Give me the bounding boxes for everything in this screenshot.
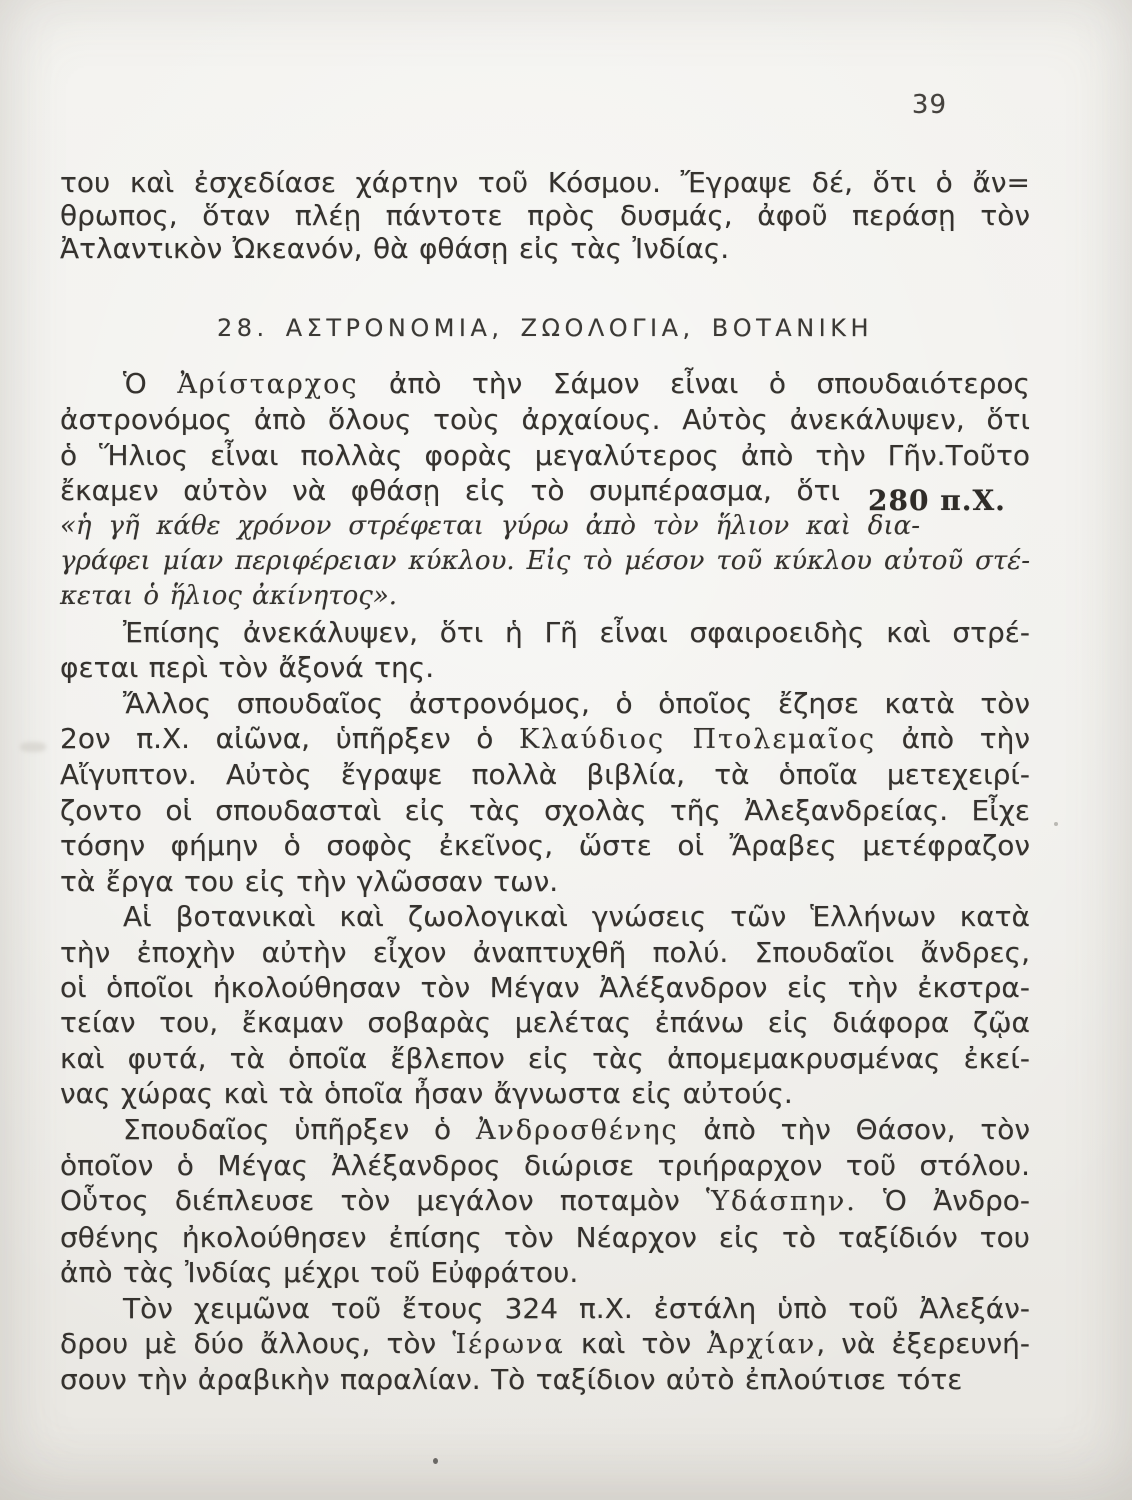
text-line: δρου μὲ δύο ἄλλους, τὸν Ἱέρωνα καὶ τὸν Ἀρχίαν, νὰ ἐξερευνή-	[60, 1326, 1031, 1360]
section-heading: 28. ΑΣΤΡΟΝΟΜΙΑ, ΖΩΟΛΟΓΙΑ, ΒΟΤΑΝΙΚΗ	[216, 314, 874, 342]
emphasized-name: Ἀνδροσθένης	[475, 1114, 679, 1146]
scan-speck	[433, 1458, 438, 1464]
scan-speck	[1054, 822, 1058, 826]
text-line: φεται περὶ τὸν ἄξονά της.	[60, 651, 435, 685]
emphasized-name: Ἀρίσταρχος	[177, 369, 359, 400]
text-line: ἔκαμεν αὐτὸν νὰ φθάσῃ εἰς τὸ συμπέρασμα, ὅτι	[60, 474, 840, 508]
text-line: νας χώρας καὶ τὰ ὁποῖα ἦσαν ἄγνωστα εἰς αὐτούς.	[60, 1077, 793, 1111]
text-line: Αἴγυπτον. Αὐτὸς ἔγραψε πολλὰ βιβλία, τὰ ὁποῖα μετεχειρί-	[60, 758, 1030, 792]
date-margin-note: 280 π.Χ.	[868, 484, 1006, 517]
emphasized-name: Ὑδάσπην.	[706, 1186, 857, 1218]
text-line: Ὁ Ἀρίσταρχος ἀπὸ τὴν Σάμον εἶναι ὁ σπουδαιότερος	[123, 367, 1030, 400]
text-line: σθένης ἠκολούθησεν ἐπίσης τὸν Νέαρχον εἰς τὸ ταξίδιόν του	[60, 1220, 1030, 1254]
text-line: «ἡ γῆ κάθε χρόνον στρέφεται γύρω ἀπὸ τὸν ἥλιον καὶ δια-	[60, 510, 920, 541]
text-line: τὴν ἐποχὴν αὐτὴν εἶχον ἀναπτυχθῆ πολύ. Σπουδαῖοι ἄνδρες,	[60, 935, 1030, 969]
text-line: Τὸν χειμῶνα τοῦ ἔτους 324 π.Χ. ἐστάλη ὑπὸ τοῦ Ἀλεξάν-	[123, 1291, 1030, 1325]
intro-paragraph	[60, 166, 1030, 265]
body-text	[60, 366, 1030, 1398]
text-line: Σπουδαῖος ὑπῆρξεν ὁ Ἀνδροσθένης ἀπὸ τὴν Θάσον, τὸν	[123, 1112, 1030, 1146]
page-number: 39	[911, 90, 947, 120]
text-line: Οὗτος διέπλευσε τὸν μεγάλον ποταμὸν Ὑδάσπην. Ὁ Ἀνδρο-	[60, 1184, 1031, 1218]
text-line: ὁ Ἥλιος εἶναι πολλὰς φορὰς μεγαλύτερος ἀπὸ τὴν Γῆν.Τοῦτο	[60, 438, 1030, 472]
text-line: τείαν του, ἔκαμαν σοβαρὰς μελέτας ἐπάνω εἰς διάφορα ζῷα	[60, 1006, 1030, 1040]
text-line: ζοντο οἱ σπουδασταὶ εἰς τὰς σχολὰς τῆς Ἀλεξανδρείας. Εἶχε	[60, 793, 1030, 827]
text-line: καὶ φυτά, τὰ ὁποῖα ἔβλεπον εἰς τὰς ἀπομεμακρυσμένας ἐκεί-	[60, 1041, 1030, 1075]
text-line: θρωπος, ὅταν πλέῃ πάντοτε πρὸς δυσμάς, ἀφοῦ περάσῃ τὸν	[60, 199, 1030, 232]
emphasized-name: Ἱέρωνα	[452, 1328, 565, 1360]
text-line: ὁποῖον ὁ Μέγας Ἀλέξανδρος διώρισε τριήραρχον τοῦ στόλου.	[60, 1148, 1030, 1182]
text-line: τόσην φήμην ὁ σοφὸς ἐκεῖνος, ὥστε οἱ Ἄραβες μετέφραζον	[60, 829, 1030, 863]
text-line: 2ον π.Χ. αἰῶνα, ὑπῆρξεν ὁ Κλαύδιος Πτολεμαῖος ἀπὸ τὴν	[60, 722, 1030, 756]
text-line: κεται ὁ ἥλιος ἀκίνητος».	[60, 581, 398, 612]
text-line: σουν τὴν ἀραβικὴν παραλίαν. Τὸ ταξίδιον αὐτὸ ἐπλούτισε τότε	[60, 1363, 963, 1397]
text-line: του καὶ ἐσχεδίασε χάρτην τοῦ Κόσμου. Ἔγραψε δέ, ὅτι ὁ ἄν=	[60, 166, 1030, 199]
emphasized-name: Ἀρχίαν	[707, 1328, 817, 1360]
text-line: γράφει μίαν περιφέρειαν κύκλου. Εἰς τὸ μέσον τοῦ κύκλου αὐτοῦ στέ-	[60, 546, 1030, 577]
scan-smudge	[20, 742, 46, 752]
text-line: Ἀτλαντικὸν Ὠκεανόν, θὰ φθάσῃ εἰς τὰς Ἰνδίας.	[60, 232, 730, 265]
text-line: οἱ ὁποῖοι ἠκολούθησαν τὸν Μέγαν Ἀλέξανδρον εἰς τὴν ἐκστρα-	[60, 970, 1030, 1004]
text-line: ἀστρονόμος ἀπὸ ὅλους τοὺς ἀρχαίους. Αὐτὸς ἀνεκάλυψεν, ὅτι	[60, 403, 1030, 437]
text-line: Ἐπίσης ἀνεκάλυψεν, ὅτι ἡ Γῆ εἶναι σφαιροειδὴς καὶ στρέ-	[123, 615, 1030, 649]
emphasized-name: Κλαύδιος Πτολεμαῖος	[519, 724, 877, 756]
text-line: τὰ ἔργα του εἰς τὴν γλῶσσαν των.	[60, 864, 559, 898]
text-line: Αἱ βοτανικαὶ καὶ ζωολογικαὶ γνώσεις τῶν Ἑλλήνων κατὰ	[123, 900, 1030, 934]
text-line: ἀπὸ τὰς Ἰνδίας μέχρι τοῦ Εὐφράτου.	[60, 1256, 579, 1290]
text-line: Ἄλλος σπουδαῖος ἀστρονόμος, ὁ ὁποῖος ἔζησε κατὰ τὸν	[123, 686, 1030, 720]
